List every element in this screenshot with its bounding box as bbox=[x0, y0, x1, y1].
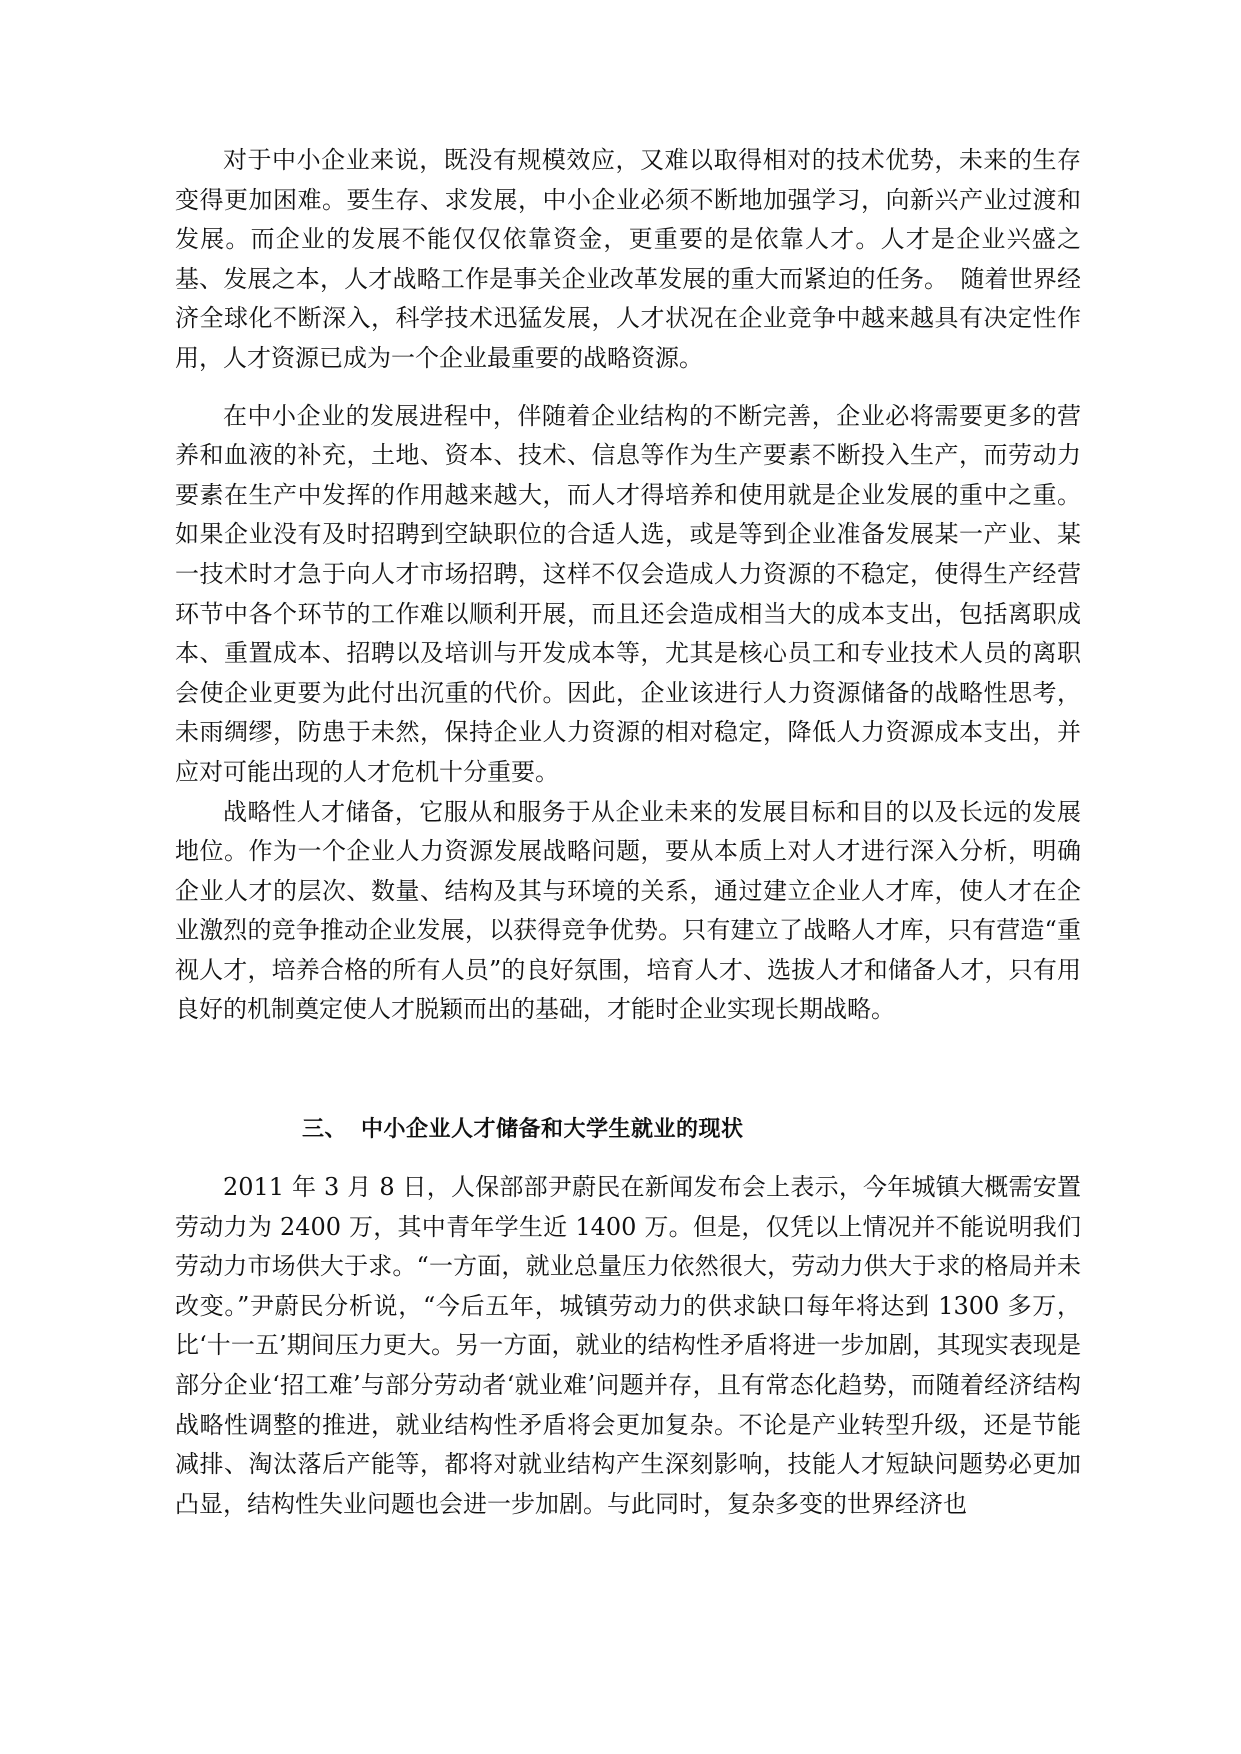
paragraph-talent-development: 在中小企业的发展进程中，伴随着企业结构的不断完善，企业必将需要更多的营养和血液的补充，土地、资本、技术、信息等作为生产要素不断投入生产，而劳动力要素在生产中发挥的作用越来越大，而人才得培养和使用就是企业发展的重中之重。如果企业没有及时招聘到空缺职位的合适人选，或是等到企业准备发展某一产业、某一技术时才急于向人才市场招聘，这样不仅会造成人力资源的不稳定，使得生产经营环节中各个环节的工作难以顺利开展，而且还会造成相当大的成本支出，包括离职成本、重置成本、招聘以及培训与开发成本等，尤其是核心员工和专业技术人员的离职会使企业更要为此付出沉重的代价。因此，企业该进行人力资源储备的战略性思考，未雨绸缪，防患于未然，保持企业人力资源的相对稳定，降低人力资源成本支出，并应对可能出现的人才危机十分重要。 bbox=[175, 401, 1081, 786]
section-heading bbox=[175, 1112, 1081, 1148]
paragraph-employment-status: 2011 年 3 月 8 日，人保部部尹蔚民在新闻发布会上表示，今年城镇大概需安置劳动力为 2400 万，其中青年学生近 1400 万。但是，仅凭以上情况并不能说明我们劳动力市场供大于求。“一方面，就业总量压力依然很大，劳动力供大于求的格局并未改变。”尹蔚民分析说，“今后五年，城镇劳动力的供求缺口每年将达到 1300 多万，比‘十一五’期间压力更大。另一方面，就业的结构性矛盾将进一步加剧，其现实表现是部分企业‘招工难’与部分劳动者‘就业难’问题并存，且有常态化趋势，而随着经济结构战略性调整的推进，就业结构性矛盾将会更加复杂。不论是产业转型升级，还是节能减排、淘汰落后产能等，都将对就业结构产生深刻影响，技能人才短缺问题势必更加凸显，结构性失业问题也会进一步加剧。与此同时，复杂多变的世界经济也 bbox=[175, 1173, 1081, 1518]
paragraph-small-business-challenges: 对于中小企业来说，既没有规模效应，又难以取得相对的技术优势，未来的生存变得更加困难。要生存、求发展，中小企业必须不断地加强学习，向新兴产业过渡和发展。而企业的发展不能仅仅依靠资金，更重要的是依靠人才。人才是企业兴盛之基、发展之本，人才战略工作是事关企业改革发展的重大而紧迫的任务。 随着世界经济全球化不断深入，科学技术迅猛发展，人才状况在企业竞争中越来越具有决定性作用，人才资源已成为一个企业最重要的战略资源。 bbox=[175, 146, 1081, 372]
paragraph-strategic-talent-reserve: 战略性人才储备，它服从和服务于从企业未来的发展目标和目的以及长远的发展地位。作为一个企业人力资源发展战略问题，要从本质上对人才进行深入分析，明确企业人才的层次、数量、结构及其与环境的关系，通过建立企业人才库，使人才在企业激烈的竞争推动企业发展，以获得竞争优势。只有建立了战略人才库，只有营造“重视人才，培养合格的所有人员”的良好氛围，培育人才、选拔人才和储备人才，只有用良好的机制奠定使人才脱颖而出的基础，才能时企业实现长期战略。 bbox=[175, 797, 1081, 1024]
section-number: 三、 bbox=[302, 1117, 348, 1143]
section-title: 中小企业人才储备和大学生就业的现状 bbox=[361, 1117, 744, 1143]
document-body bbox=[175, 141, 1081, 1524]
